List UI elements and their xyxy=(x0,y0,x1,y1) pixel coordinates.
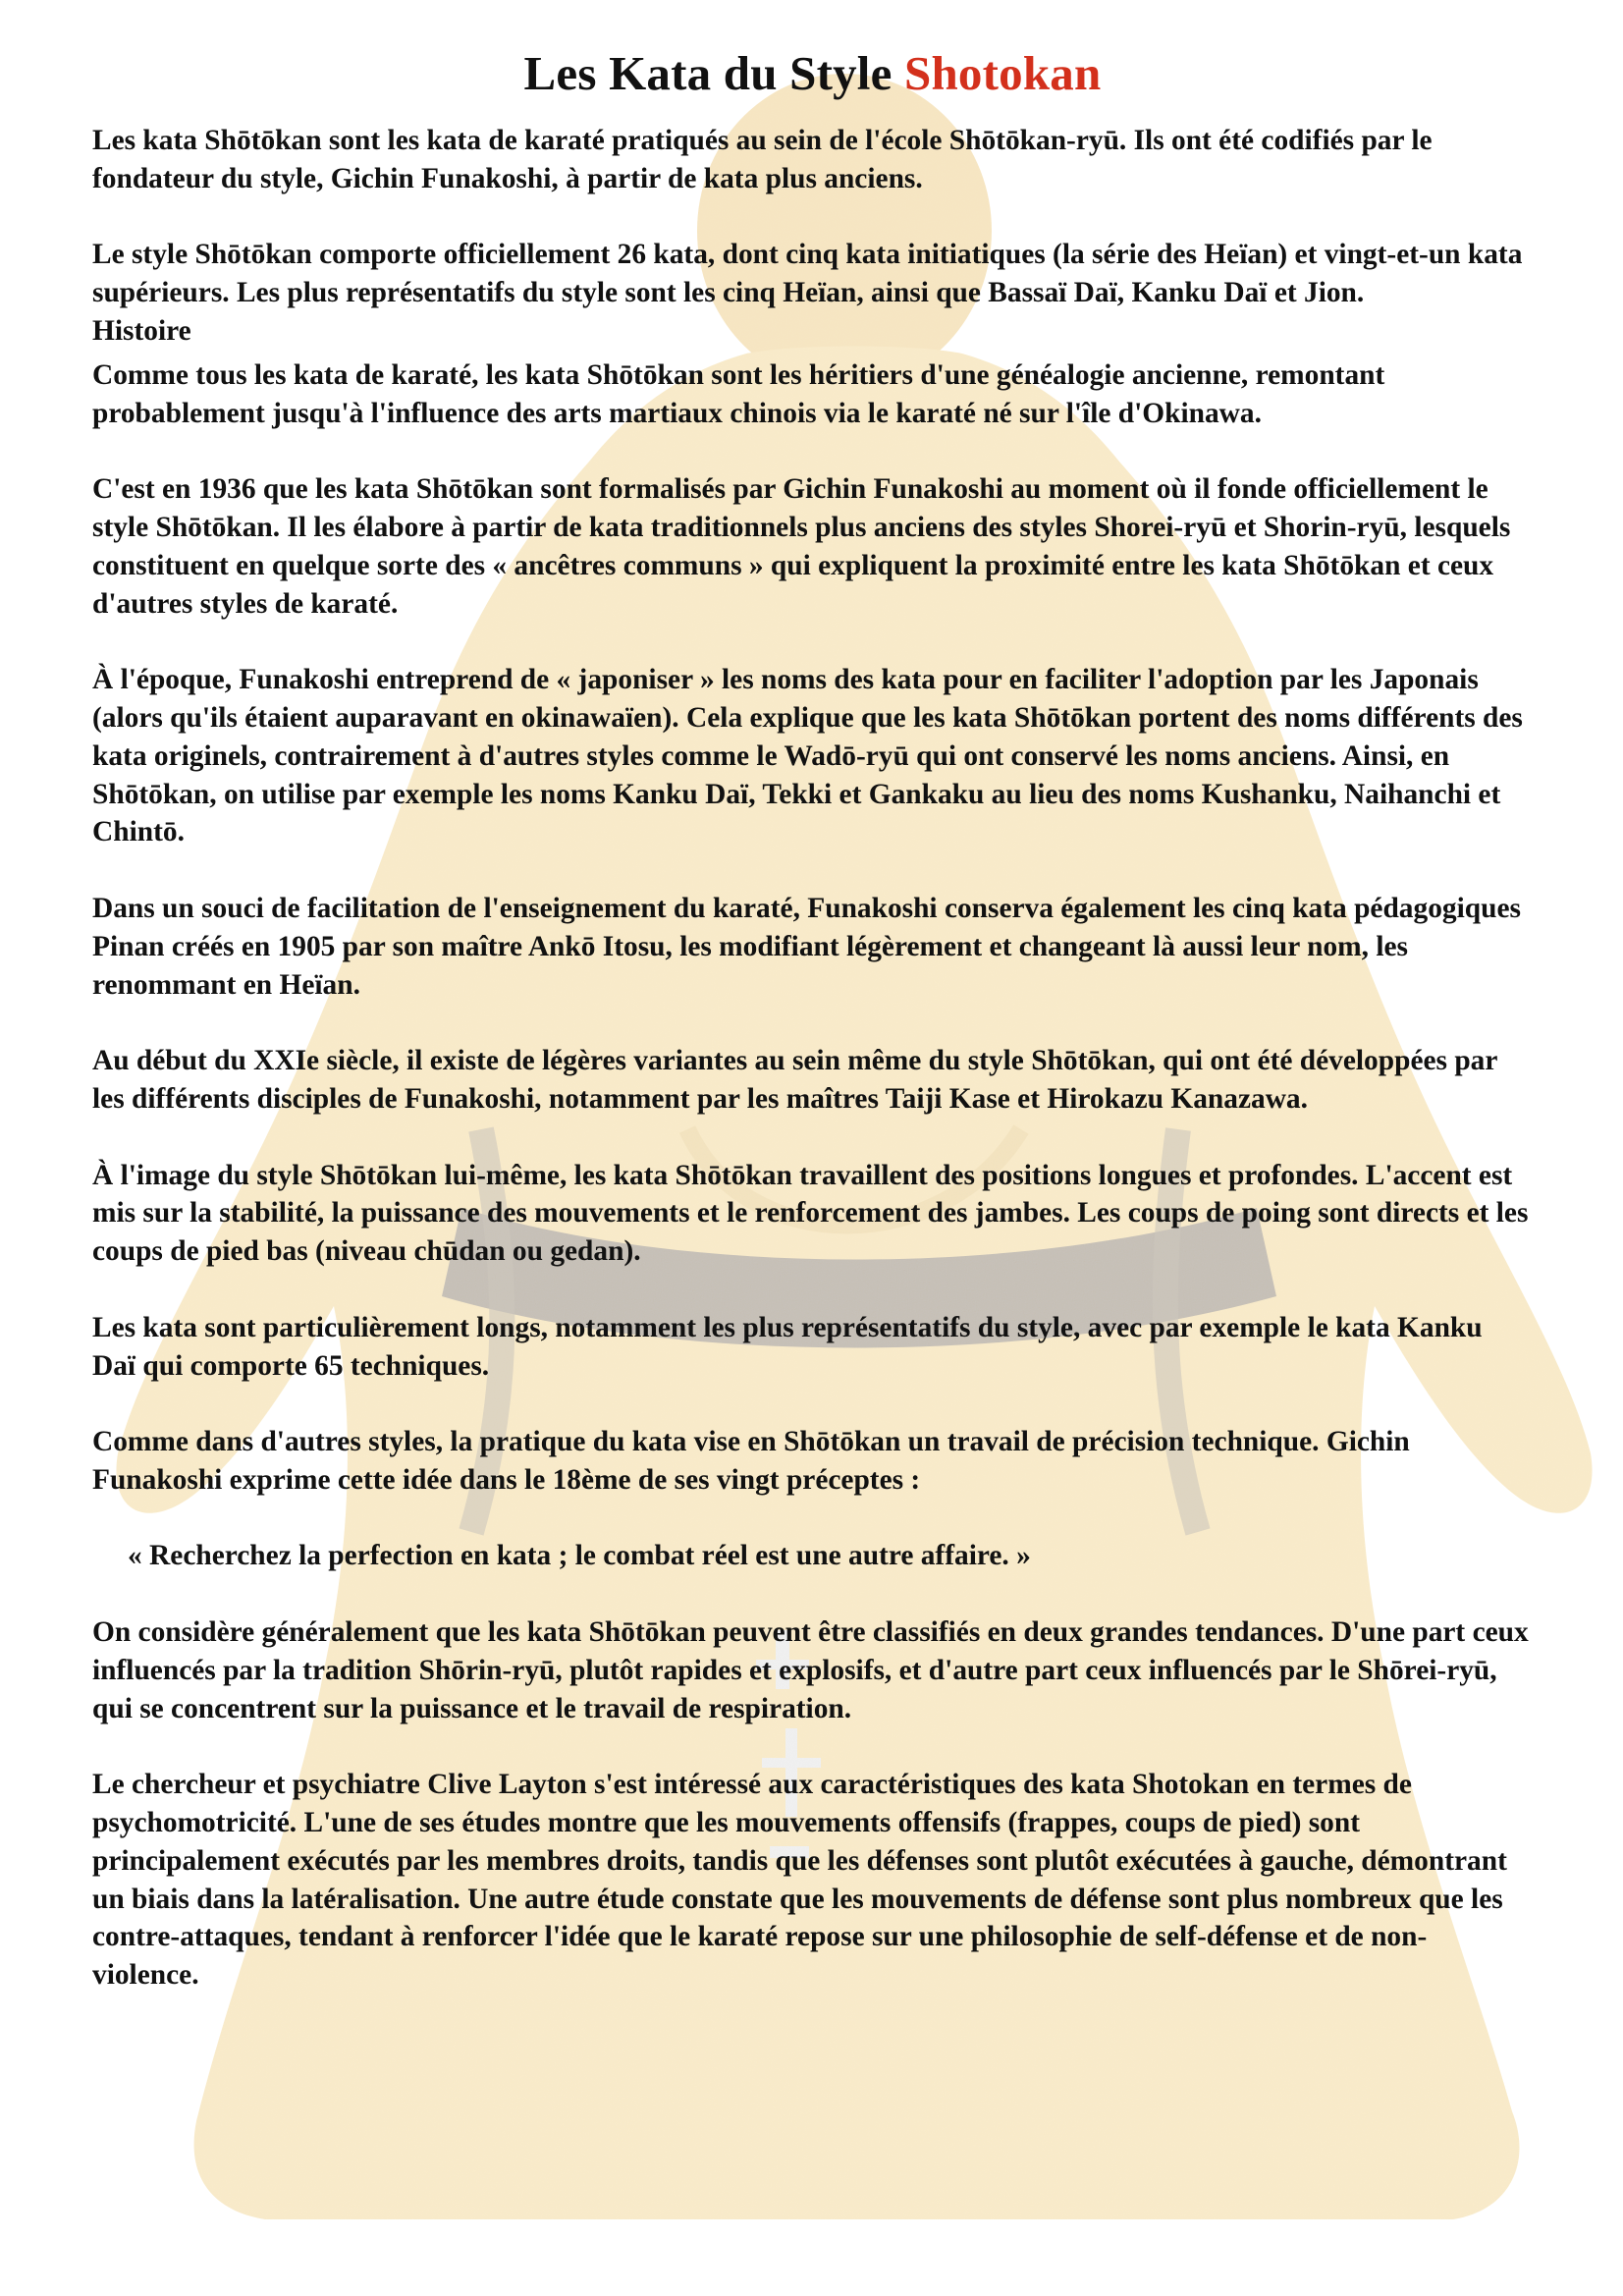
closing-paragraph-2: Le chercheur et psychiatre Clive Layton s'est intéressé aux caractéristiques des kata Shotokan en termes de psychomotricité. L'une de ses études montre que les mouvements offensifs (frappes, coups de pied) sont principalement exécutés par les membres droits, tandis que les défenses sont plutôt exécutées à gauche, démontrant un biais dans la latéralisation. Une autre étude constate que les mouvements de défense sont plus nombreux que les contre-attaques, tendant à renforcer l'idée que le karaté repose sur une philosophie de self-défense et de non-violence. xyxy=(92,1769,1507,1992)
history-paragraph-4: Dans un souci de facilitation de l'enseignement du karaté, Funakoshi conserva également les cinq kata pédagogiques Pinan créés en 1905 par son maître Ankō Itosu, les modifiant légèrement et changeant là aussi leur nom, les renommant en Heïan. xyxy=(92,892,1521,1001)
history-paragraph-3: À l'époque, Funakoshi entreprend de « japoniser » les noms des kata pour en faciliter l'adoption par les Japonais (alors qu'ils étaient auparavant en okinawaïen). Cela explique que les kata Shōtōkan portent des noms différents des kata originels, contrairement à d'autres styles comme le Wadō-ryū qui ont conservé les noms anciens. Ainsi, en Shōtōkan, on utilise par exemple les noms Kanku Daï, Tekki et Gankaku au lieu des noms Kushanku, Naihanchi et Chintō. xyxy=(92,664,1523,848)
history-paragraph-1: Comme tous les kata de karaté, les kata Shōtōkan sont les héritiers d'une généalogie ancienne, remontant probablement jusqu'à l'influence des arts martiaux chinois via le karaté né sur l'île d'Okinawa. xyxy=(92,358,1385,429)
page-title xyxy=(92,0,1533,110)
history-paragraph-6: À l'image du style Shōtōkan lui-même, les kata Shōtōkan travaillent des positions longues et profondes. L'accent est mis sur la stabilité, la puissance des mouvements et le renforcement des jambes. Les coups de poing sont directs et les coups de pied bas (niveau chūdan ou gedan). xyxy=(92,1159,1529,1268)
page-title-accent: Shotokan xyxy=(904,46,1102,100)
history-paragraph-8: Comme dans d'autres styles, la pratique du kata vise en Shōtōkan un travail de précision technique. Gichin Funakoshi exprime cette idée dans le 18ème de ses vingt préceptes : xyxy=(92,1426,1410,1496)
section-title-histoire: Histoire xyxy=(92,314,191,347)
history-paragraph-5: Au début du XXIe siècle, il existe de légères variantes au sein même du style Shōtōkan, qui ont été développées par les différents disciples de Funakoshi, notamment par les maîtres Taiji Kase et Hirokazu Kanazawa. xyxy=(92,1045,1497,1115)
intro-paragraph-2: Le style Shōtōkan comporte officiellement 26 kata, dont cinq kata initiatiques (la série des Heïan) et vingt-et-un kata supérieurs. Les plus représentatifs du style sont les cinq Heïan, ainsi que Bassaï Daï, Kanku Daï et Jion. xyxy=(92,239,1523,309)
funakoshi-quote: « Recherchez la perfection en kata ; le combat réel est une autre affaire. » xyxy=(128,1540,1031,1572)
history-paragraph-2: C'est en 1936 que les kata Shōtōkan sont formalisés par Gichin Funakoshi au moment où il fonde officiellement le style Shōtōkan. Il les élabore à partir de kata traditionnels plus anciens des styles Shorei-ryū et Shorin-ryū, lesquels constituent en quelque sorte des « ancêtres communs » qui expliquent la proximité entre les kata Shōtōkan et ceux d'autres styles de karaté. xyxy=(92,473,1511,620)
page-title-main: Les Kata du Style xyxy=(523,46,893,100)
closing-paragraph-1: On considère généralement que les kata Shōtōkan peuvent être classifiés en deux grandes tendances. D'une part ceux influencés par la tradition Shōrin-ryū, plutôt rapides et explosifs, et d'autre part ceux influencés par le Shōrei-ryū, qui se concentrent sur la puissance et le travail de respiration. xyxy=(92,1616,1529,1724)
intro-paragraph-1: Les kata Shōtōkan sont les kata de karaté pratiqués au sein de l'école Shōtōkan-ryū. Ils ont été codifiés par le fondateur du style, Gichin Funakoshi, à partir de kata plus anciens. xyxy=(92,125,1433,194)
document-body xyxy=(92,122,1533,1995)
history-paragraph-7: Les kata sont particulièrement longs, notamment les plus représentatifs du style, avec par exemple le kata Kanku Daï qui comporte 65 techniques. xyxy=(92,1311,1483,1382)
